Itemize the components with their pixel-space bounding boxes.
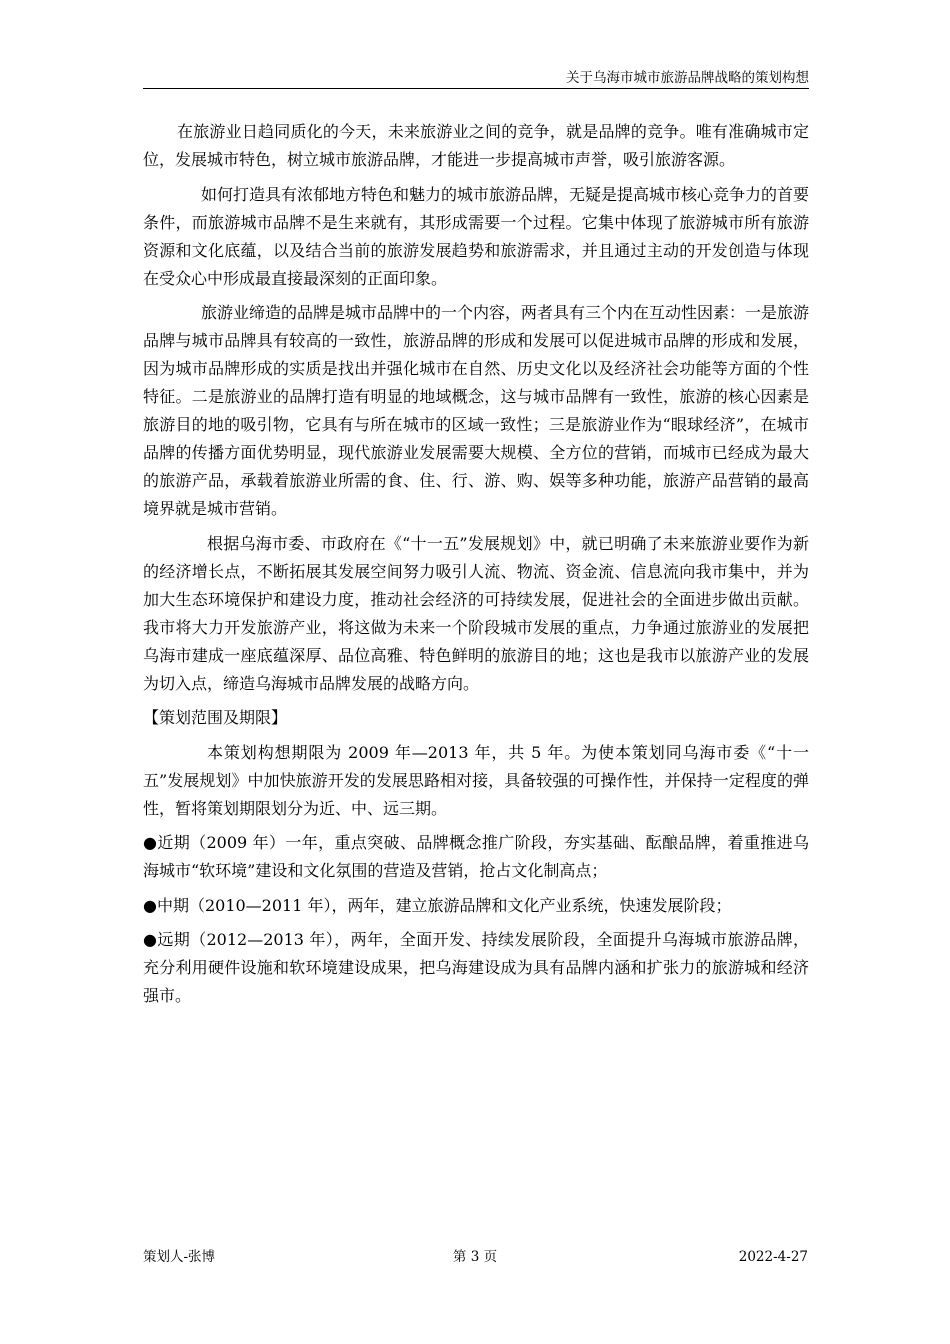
bullet-item-mid-term: ●中期（2010—2011 年），两年，建立旅游品牌和文化产业系统，快速发展阶段； — [143, 895, 732, 915]
paragraph-3: 旅游业缔造的品牌是城市品牌中的一个内容，两者具有三个内在互动性因素：一是旅游品牌与城市品牌具有较高的一致性，旅游品牌的形成和发展可以促进城市品牌的形成和发展，因为城市品牌形成的实质是找出并强化城市在自然、历史文化以及经济社会功能等方面的个性特征。二是旅游业的品牌打造有明显的地域概念，这与城市品牌有一致性，旅游的核心因素是旅游目的地的吸引物，它具有与所在城市的区域一致性；三是旅游业作为“眼球经济”，在城市品牌的传播方面优势明显，现代旅游业发展需要大规模、全方位的营销，而城市已经成为最大的旅游产品，承载着旅游业所需的食、住、行、游、购、娱等多种功能，旅游产品营销的最高境界就是城市营销。 — [143, 303, 810, 518]
document-body — [143, 118, 809, 1017]
paragraph-4: 根据乌海市委、市政府在《“十一五”发展规划》中，就已明确了未来旅游业要作为新的经济增长点，不断拓展其发展空间努力吸引人流、物流、资金流、信息流向我市集中，并为加大生态环境保护和建设力度，推动社会经济的可持续发展，促进社会的全面进步做出贡献。我市将大力开发旅游产业，将这做为未来一个阶段城市发展的重点，力争通过旅游业的发展把乌海市建成一座底蕴深厚、品位高雅、特色鲜明的旅游目的地；这也是我市以旅游产业的发展为切入点，缔造乌海城市品牌发展的战略方向。 — [143, 533, 809, 693]
bullet-item-long-term: ●远期（2012—2013 年），两年，全面开发、持续发展阶段，全面提升乌海城市旅游品牌，充分利用硬件设施和软环境建设成果，把乌海建设成为具有品牌内涵和扩张力的旅游城和经济强市。 — [143, 930, 809, 1005]
header-divider — [143, 88, 809, 89]
paragraph-2: 如何打造具有浓郁地方特色和魅力的城市旅游品牌，无疑是提高城市核心竞争力的首要条件，而旅游城市品牌不是生来就有，其形成需要一个过程。它集中体现了旅游城市所有旅游资源和文化底蕴，以及结合当前的旅游发展趋势和旅游需求，并且通过主动的开发创造与体现在受众心中形成最直接最深刻的正面印象。 — [143, 184, 810, 288]
footer-page-number: 第 3 页 — [452, 1249, 498, 1265]
page-header: 关于乌海市城市旅游品牌战略的策划构想 — [566, 70, 809, 86]
footer-author: 策划人-张博 — [143, 1249, 216, 1265]
paragraph-1: 在旅游业日趋同质化的今天，未来旅游业之间的竞争，就是品牌的竞争。唯有准确城市定位，发展城市特色，树立城市旅游品牌，才能进一步提高城市声誉，吸引旅游客源。 — [143, 122, 809, 169]
section-intro: 本策划构想期限为 2009 年—2013 年，共 5 年。为使本策划同乌海市委《“十一五”发展规划》中加快旅游开发的发展思路相对接，具备较强的可操作性，并保持一定程度的弹性，暂将策划期限划分为近、中、远三期。 — [143, 742, 809, 818]
section-heading: 【策划范围及期限】 — [143, 708, 288, 727]
bullet-item-near-term: ●近期（2009 年）一年，重点突破、品牌概念推广阶段，夯实基础、酝酿品牌，着重推进乌海城市“软环境”建设和文化氛围的营造及营销，抢占文化制高点； — [143, 833, 809, 880]
footer-date: 2022-4-27 — [738, 1249, 808, 1265]
